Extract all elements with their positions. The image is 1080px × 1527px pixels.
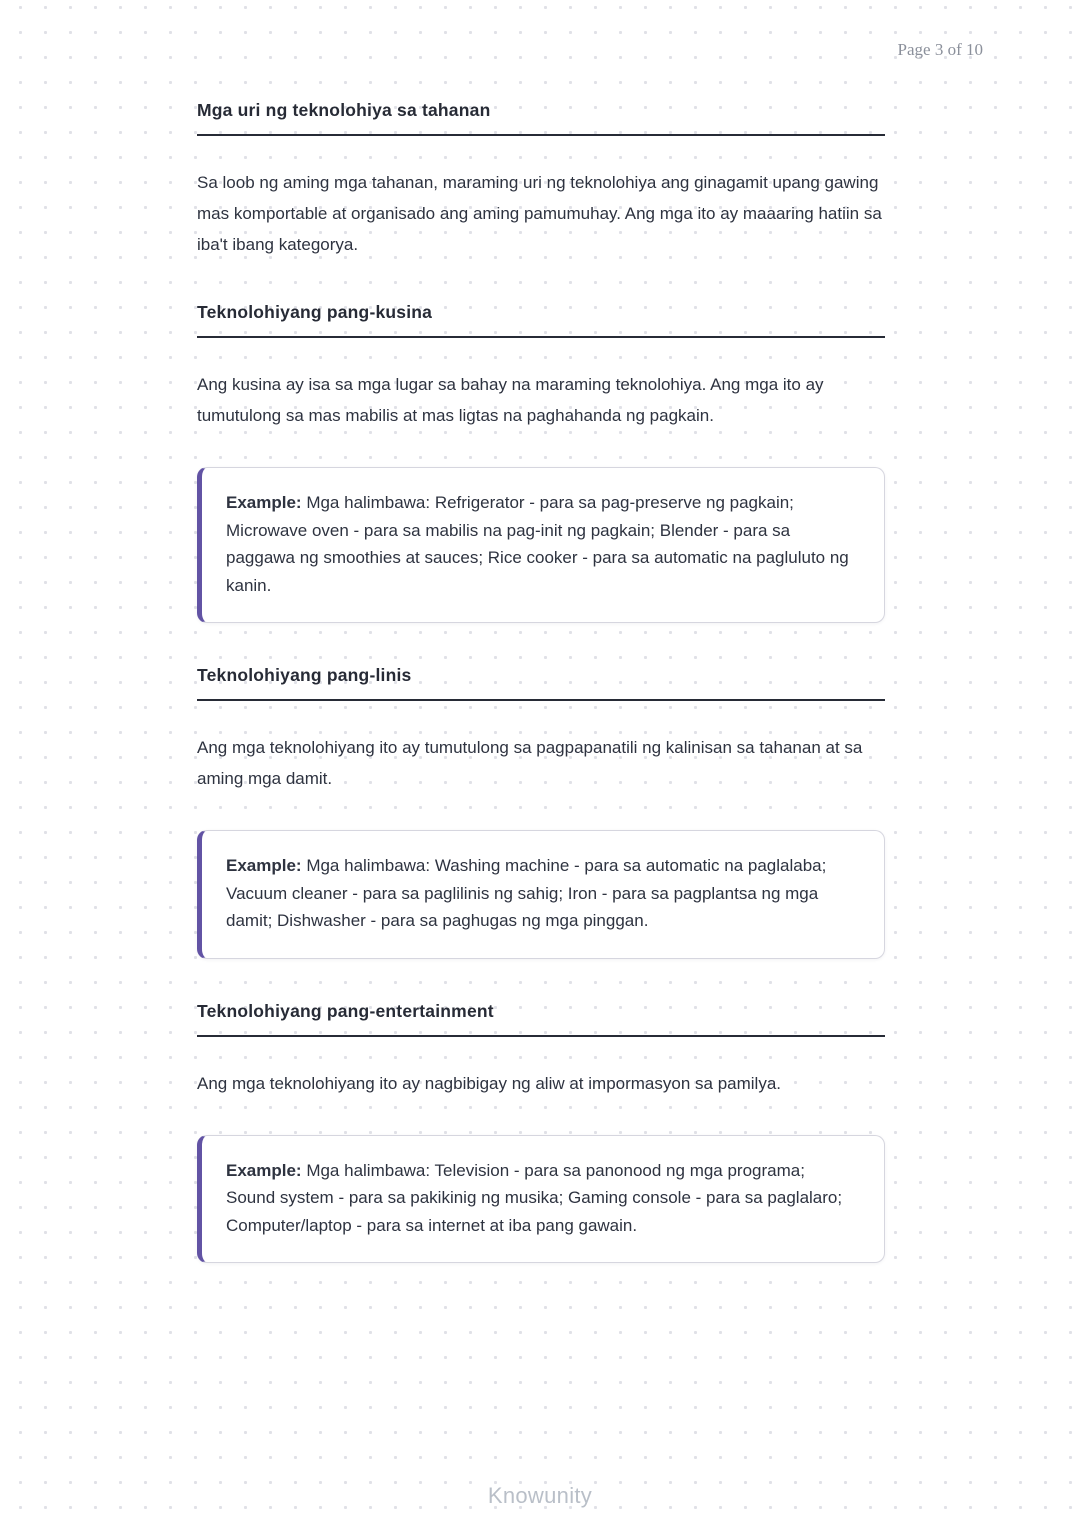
example-text: Mga halimbawa: Television - para sa panonood ng mga programa; Sound system - para sa pakikinig ng musika; Gaming console - para sa paglalaro; Computer/laptop - para sa internet at iba pang gawain.	[226, 1160, 843, 1235]
section-heading: Teknolohiyang pang-linis	[197, 665, 885, 701]
section-paragraph: Ang kusina ay isa sa mga lugar sa bahay na maraming teknolohiya. Ang mga ito ay tumutulong sa mas mabilis at mas ligtas na paghahanda ng pagkain.	[197, 375, 824, 425]
section-paragraph: Ang mga teknolohiyang ito ay tumutulong sa pagpapanatili ng kalinisan sa tahanan at sa aming mga damit.	[197, 738, 863, 788]
section-cleaning-technology	[197, 665, 885, 959]
example-box	[197, 467, 885, 623]
section-heading: Mga uri ng teknolohiya sa tahanan	[197, 100, 885, 136]
example-label: Example:	[226, 856, 302, 875]
example-label: Example:	[226, 1160, 302, 1180]
example-paragraph	[226, 489, 858, 599]
example-label: Example:	[226, 493, 302, 512]
section-entertainment-technology	[197, 1001, 885, 1264]
example-box	[197, 1135, 885, 1264]
example-box	[197, 830, 885, 959]
section-heading: Teknolohiyang pang-entertainment	[197, 1001, 885, 1037]
section-kitchen-technology	[197, 302, 885, 623]
document-content	[197, 100, 885, 1305]
footer-brand: Knowunity	[487, 1483, 593, 1508]
section-types-of-home-technology	[197, 100, 885, 260]
section-paragraph: Ang mga teknolohiyang ito ay nagbibigay ng aliw at impormasyon sa pamilya.	[197, 1073, 781, 1093]
example-text: Mga halimbawa: Refrigerator - para sa pag-preserve ng pagkain; Microwave oven - para sa mabilis na pag-init ng pagkain; Blender - para sa paggawa ng smoothies at sauces; Rice cooker - para sa automatic na pagluluto ng kanin.	[226, 493, 849, 595]
section-heading: Teknolohiyang pang-kusina	[197, 302, 885, 338]
example-text: Mga halimbawa: Washing machine - para sa automatic na paglalaba; Vacuum cleaner - para sa paglilinis ng sahig; Iron - para sa pagplantsa ng mga damit; Dishwasher - para sa paghugas ng mga pinggan.	[226, 856, 827, 930]
section-paragraph: Sa loob ng aming mga tahanan, maraming uri ng teknolohiya ang ginagamit upang gawing mas komportable at organisado ang aming pamumuhay. Ang mga ito ay maaaring hatiin sa iba't ibang kategorya.	[197, 173, 882, 254]
example-paragraph	[226, 852, 858, 935]
page-indicator: Page 3 of 10	[897, 40, 983, 59]
example-paragraph	[226, 1157, 858, 1240]
